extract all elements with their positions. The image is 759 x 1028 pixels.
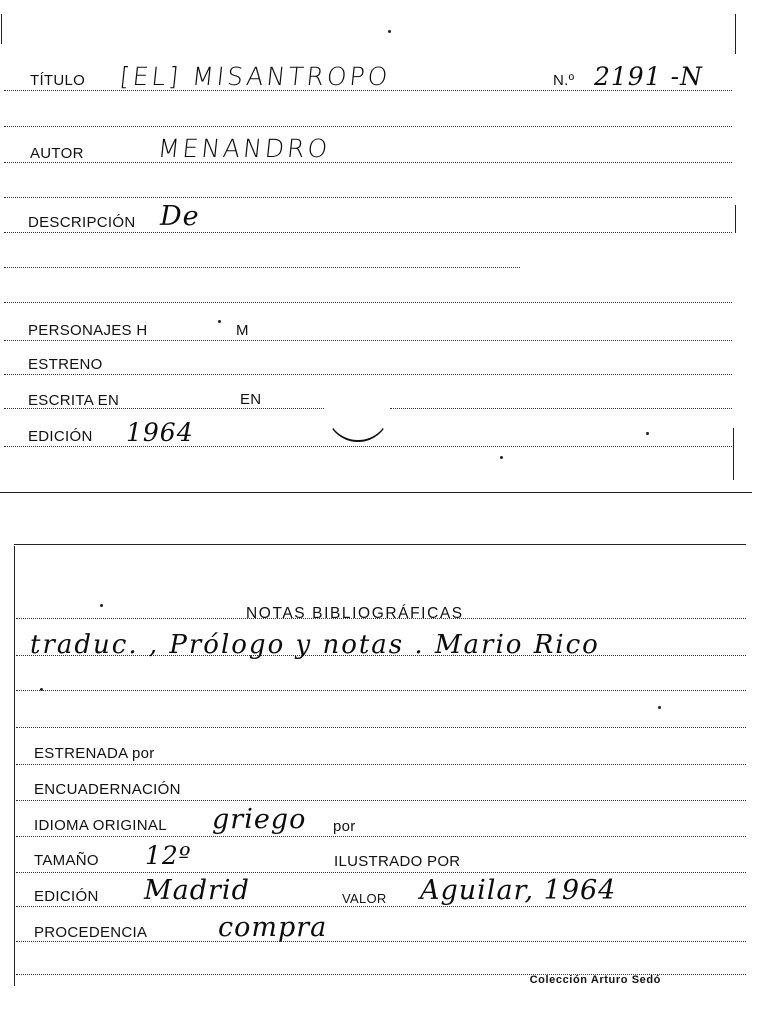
personajes-label: PERSONAJES H xyxy=(28,322,148,339)
speck xyxy=(40,688,43,691)
edicion-label: EDICIÓN xyxy=(28,428,93,445)
estreno-label: ESTRENO xyxy=(28,356,103,373)
idioma-por-label: por xyxy=(333,818,356,835)
rule-estreno xyxy=(4,374,732,375)
idioma-label: IDIOMA ORIGINAL xyxy=(34,817,167,834)
card-edge-right-bottom xyxy=(733,428,734,480)
rule-escrita-right xyxy=(390,408,732,409)
tamano-value: 12º xyxy=(145,841,192,870)
autor-value: MENANDRO xyxy=(156,134,332,163)
procedencia-label: PROCEDENCIA xyxy=(34,924,148,941)
rule-2 xyxy=(16,727,746,728)
card-top-edge xyxy=(14,544,746,545)
rule-idioma xyxy=(16,836,746,837)
escrita-label: ESCRITA EN xyxy=(28,392,120,409)
rule-edicion xyxy=(4,446,732,447)
autor-label: AUTOR xyxy=(30,145,84,162)
rule-descripcion xyxy=(4,232,732,233)
ilustrado-label: ILUSTRADO POR xyxy=(334,853,461,870)
rule-personajes xyxy=(4,340,732,341)
estrenada-label: ESTRENADA por xyxy=(34,745,155,762)
tamano-label: TAMAÑO xyxy=(34,852,99,869)
notas-heading: NOTAS BIBLIOGRÁFICAS xyxy=(246,605,464,622)
titulo-value: [EL] MISANTROPO xyxy=(118,62,392,91)
rule-encuadernacion xyxy=(16,800,746,801)
descripcion-value: De xyxy=(160,201,200,232)
edicion-label: EDICIÓN xyxy=(34,888,99,905)
rule-edicion xyxy=(16,906,746,907)
numero-label: N.º xyxy=(553,72,575,89)
speck xyxy=(218,320,221,323)
speck xyxy=(388,30,391,33)
personajes-m-label: M xyxy=(236,322,249,339)
collection-credit: Colección Arturo Sedó xyxy=(529,974,661,986)
titulo-label: TÍTULO xyxy=(30,72,86,89)
notes-line: traduc. , Prólogo y notas . Mario Rico xyxy=(30,630,600,660)
edicion-place: Madrid xyxy=(144,875,250,906)
escrita-en-label: EN xyxy=(240,391,262,408)
edicion-publisher: Aguilar, 1964 xyxy=(420,875,617,906)
encuadernacion-label: ENCUADERNACIÓN xyxy=(34,781,181,798)
rule-1 xyxy=(4,126,732,127)
descripcion-label: DESCRIPCIÓN xyxy=(28,214,136,231)
valor-label: VALOR xyxy=(342,891,387,906)
catalog-card-back xyxy=(0,538,759,1028)
speck xyxy=(658,706,661,709)
numero-value: 2191 -N xyxy=(594,62,703,91)
rule-estrenada xyxy=(16,764,746,765)
card-edge-right-mid xyxy=(735,205,736,233)
card-bottom-edge xyxy=(0,492,752,493)
card-edge-left xyxy=(14,546,15,986)
edicion-value: 1964 xyxy=(126,418,194,447)
rule-1 xyxy=(16,690,746,691)
rule-autor xyxy=(4,162,732,163)
rule-3 xyxy=(4,267,520,268)
idioma-value: griego xyxy=(212,804,307,835)
card-edge-right-top xyxy=(735,14,736,54)
catalog-card-front xyxy=(0,0,759,492)
speck xyxy=(100,604,103,607)
speck xyxy=(646,432,649,435)
rule-procedencia xyxy=(16,941,746,942)
speck xyxy=(500,456,503,459)
rule-4 xyxy=(4,302,732,303)
card-edge-left xyxy=(1,14,2,44)
procedencia-value: compra xyxy=(218,912,328,943)
rule-tamano xyxy=(16,872,746,873)
punch-hole xyxy=(326,378,390,442)
rule-2 xyxy=(4,197,732,198)
